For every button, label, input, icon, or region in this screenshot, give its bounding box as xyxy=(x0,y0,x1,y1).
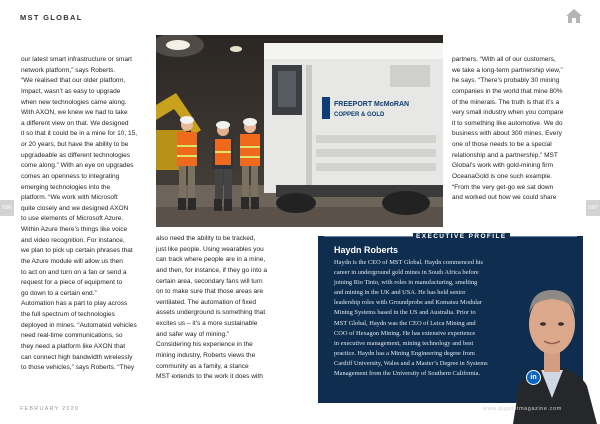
column1-line: the full spectrum of technologies xyxy=(21,311,115,318)
profile-label: EXECUTIVE PROFILE xyxy=(413,233,510,240)
vehicle-brand-line1: FREEPORT McMoRAN xyxy=(334,101,410,108)
column1-line: With AXON, we knew we had to take xyxy=(21,109,128,117)
column1-line: quite closely and we designed AXON xyxy=(21,204,129,212)
column1-line: Impact, wasn’t as easy to upgrade xyxy=(21,87,121,95)
column3-line: business with about 300 mines. Every xyxy=(452,130,562,138)
column3-line: it to something like automotive. We do xyxy=(452,119,563,127)
column3-line: he says. “There’s probably 30 mining xyxy=(452,77,560,85)
column2-line: just like people. Using wearables you xyxy=(156,245,264,253)
column2-line: Considering his experience in the xyxy=(156,341,253,349)
home-icon[interactable] xyxy=(565,8,583,24)
column1-line: “We realised that our older platform, xyxy=(21,77,126,85)
profile-bio-line: Mining Systems based in the US and Australia. Prior to xyxy=(334,309,476,317)
column1-line: they need a platform like AXON that xyxy=(21,342,126,350)
column1-line: a different view on that. We designed xyxy=(21,119,129,127)
profile-bio-line: joining Rio Tinto, with roles in manufacturing, smelting xyxy=(334,279,478,287)
profile-bio-line: Management from the University of Southern California. xyxy=(334,370,481,378)
column2-line: on to make sure that those areas are xyxy=(156,288,263,296)
profile-name: Haydn Roberts xyxy=(334,245,399,255)
column3-line: we take a long-term partnership view,” xyxy=(452,66,563,74)
column1-line: comes an openness to integrating xyxy=(21,172,120,180)
column2-line: certain area, secondary fans will turn xyxy=(156,277,263,285)
column2-line: ventilated. The automation of fixed xyxy=(156,298,256,306)
column3-line: relationship and a partnership.” MST xyxy=(452,151,558,159)
article-column-2 xyxy=(156,234,301,383)
profile-bio-line: Cardiff University, Wales and a Master’s Degree in Systems xyxy=(334,359,488,367)
column1-line: request for a piece of equipment to xyxy=(21,279,123,287)
profile-bio-line: career in underground gold mines in South Africa before xyxy=(334,269,479,277)
column1-line: emerging technologies into the xyxy=(21,183,111,191)
profile-bio-line: COO of Hexagon Mining. He has extensive experience xyxy=(334,329,476,337)
column1-line: to use elements of Microsoft Azure. xyxy=(21,215,124,223)
column1-line: need real-time communications, so xyxy=(21,332,123,340)
column3-line: very small industry when you compare xyxy=(452,109,564,117)
linkedin-icon[interactable]: in xyxy=(526,370,541,385)
column2-line: MST extends to the work it does with xyxy=(156,373,263,381)
column2-line: and safer way of mining.” xyxy=(156,330,230,338)
column2-line: can track where people are in a mine, xyxy=(156,256,266,264)
column3-line: one of those needs to be a special xyxy=(452,141,552,148)
column1-line: come along.” With an eye on upgrades xyxy=(21,162,134,170)
column3-line: of the minerals. The truth is that it’s a xyxy=(452,98,560,106)
column1-line: go down to a certain end.” xyxy=(21,289,97,297)
website-url[interactable]: www.gigabitmagazine.com xyxy=(483,406,562,412)
column1-line: when new technologies came along. xyxy=(21,98,127,106)
profile-bio-line: practice. Haydn has a Mining Engineering degree from xyxy=(334,349,475,357)
page-number-left: 596 xyxy=(0,200,14,216)
profile-bio-line: MST Global, Haydn was the CEO of Leica Mining and xyxy=(334,319,476,327)
column1-line: we plan to pick up certain phrases that xyxy=(21,247,133,255)
issue-date: FEBRUARY 2020 xyxy=(20,406,80,412)
column1-line: and video recognition. For instance, xyxy=(21,236,125,244)
column3-line: and worked out how we could share xyxy=(452,194,557,202)
column1-line: Within Azure there’s things like voice xyxy=(21,226,128,233)
column1-line: our latest smart infrastructure or smart xyxy=(21,56,132,63)
column1-line: network platform,” says Roberts. xyxy=(21,66,116,74)
column1-line: it so that it could be in a mine for 10, 15, xyxy=(21,130,138,138)
column1-line: deployed in mines. “Automated vehicles xyxy=(21,321,137,329)
column2-line: also need the ability to be tracked, xyxy=(156,235,256,242)
profile-bio-line: Haydn is the CEO of MST Global. Haydn commenced his xyxy=(334,259,483,266)
column2-line: assets underground is something that xyxy=(156,309,266,317)
column1-line: can connect high bandwidth wirelessly xyxy=(21,353,133,361)
column1-line: the Azure module will allow us then xyxy=(21,257,123,265)
article-column-3 xyxy=(452,55,582,204)
article-column-1 xyxy=(21,55,151,374)
executive-portrait xyxy=(505,266,600,424)
profile-bio-line: in executive management, mining technology and best xyxy=(334,339,474,347)
column1-line: upgradeable as different technologies xyxy=(21,151,131,159)
column1-line: to those vehicles,” says Roberts. “They xyxy=(21,364,135,372)
column1-line: to act on and turn on a fan or send a xyxy=(21,268,127,276)
column2-line: mining industry, Roberts views the xyxy=(156,351,256,359)
column3-line: OceanaGold is one such example. xyxy=(452,172,553,180)
column2-line: excites us – it’s a more sustainable xyxy=(156,320,258,327)
profile-bio-line: leadership roles with Groundprobe and Komatsu Modular xyxy=(334,299,483,307)
page-number-right: 597 xyxy=(586,200,600,216)
column3-line: partners. “With all of our customers, xyxy=(452,56,556,63)
column1-line: or 20 years, but have the ability to be xyxy=(21,141,129,148)
column3-line: Global’s work with gold-mining firm xyxy=(452,162,554,170)
profile-bio-line: and mining in the UK and USA. He has held senior xyxy=(334,289,466,297)
column3-line: companies in the world that mine 80% xyxy=(452,87,563,95)
column3-line: “From the very get-go we sat down xyxy=(452,183,554,191)
column1-line: platform. “We work with Microsoft xyxy=(21,194,118,202)
column2-line: community as a family, a stance xyxy=(156,362,249,370)
column2-line: and then, for instance, if they go into a xyxy=(156,266,268,274)
publication-header: MST GLOBAL xyxy=(20,13,83,22)
mine-vehicle-photo xyxy=(156,35,443,227)
column1-line: Automation has a part to play across xyxy=(21,300,128,308)
vehicle-brand-line2: COPPER & GOLD xyxy=(334,112,385,118)
